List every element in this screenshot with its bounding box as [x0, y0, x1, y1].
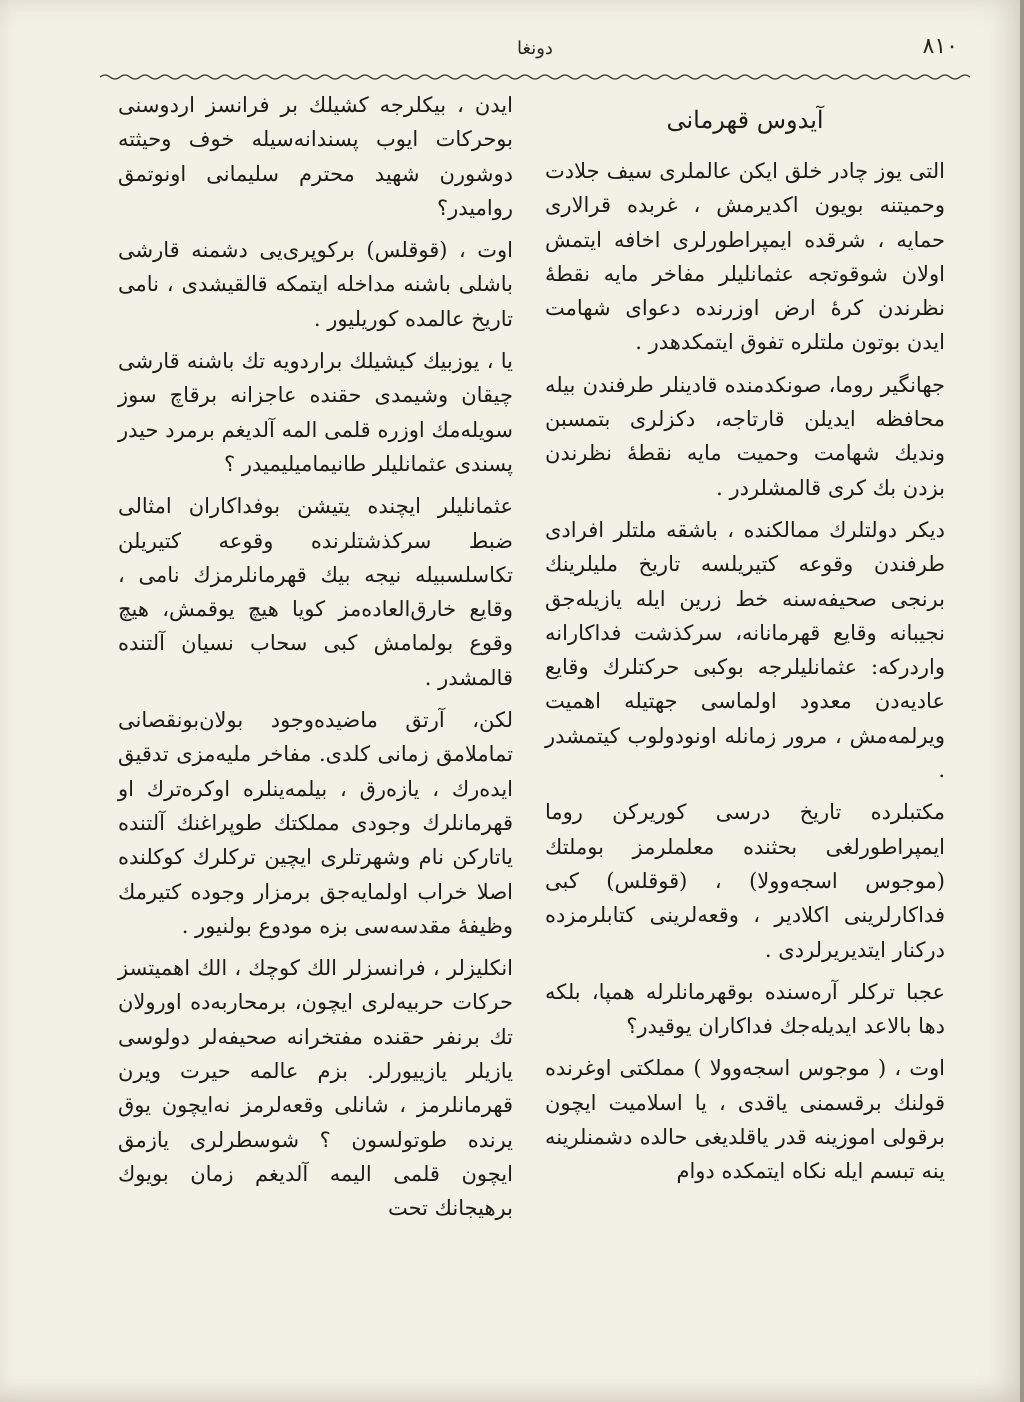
paragraph-8: [118, 233, 513, 336]
paragraph-text: عجبا ترکلر آره‌سنده بوقهرمانلرله همپا، بلکه دها بالاعد ایدیله‌جك فداکاران یوقیدر؟: [545, 979, 945, 1039]
paragraph-text: لکن، آرتق ماضیده‌وجود بولان‌بونقصانی تماملامق زمانی کلدی. مفاخر ملیه‌مزی تدقیق ایده‌رك ، یازه‌رق ، بیلمه‌ینلره اوکره‌ترك او قهرمانلرك وجودی مملکتك طوپراغنك آلتنده یاتارکن نام وشهرتلری ایچین ترکلرك کوکلنده اصلا خراب اولمایه‌جق برمزار وجوده کتیرمك وظیفهٔ مقدسه‌سی بزه مودوع بولنیور .: [118, 708, 513, 938]
paragraph-text: مکتبلرده تاریخ درسی کوریرکن روما ایمپراطورلغی بحثنده معلملرمز بوملتك (موجوس اسجه‌وولا) ، (قوقلس) کبی فداکارلرینی اکلادیر ، وقعه‌لرینی کتابلرمزده درکنار ایتدیریرلردی .: [545, 800, 945, 962]
paragraph-text: عثمانلیلر ایچنده یتیشن بوفداکاران امثالی ضبط سرکذشتلرنده وقوعه کتیریلن تکاسلسبیله نیجه بیك قهرمانلرمزك نامی ، وقایع خارق‌العاده‌مز کویا هیچ یوقمش، هیچ وقوع بولمامش کبی سحاب نسیان آلتنده قالمشدر .: [118, 494, 513, 690]
paragraph-4: [545, 795, 945, 966]
page-number: ٨١٠: [922, 34, 958, 59]
paragraph-text: التی یوز چادر خلق ایکن عالملری سیف جلادت وحمیتنه بویون اکدیرمش ، غربده قرالاری حمایه ، شرقده ایمپراطورلری اخافه ایتمش اولان شوقوتجه عثمانلیلر مفاخر مایه نقطهٔ نظرندن کرهٔ ارض اوزرنده دعوای شهامت ایدن بوتون ملتلره تفوق ایتمکدهدر .: [545, 159, 945, 355]
paragraph-9: [118, 344, 513, 481]
page-edge: [1020, 0, 1024, 1402]
paragraph-1: [545, 154, 945, 360]
article-title: آیدوس قهرمانی: [666, 106, 824, 134]
paragraph-text: دیکر دولتلرك ممالکنده ، باشقه ملتلر افرادی طرفندن وقوعه کتیریلسه تاریخ ملیلرینك برنجی صحیفه‌سنه خط زرین ایله یازیله‌جق نجیبانه وقایع قهرمانانه، سرکذشت فداکارانه واردرکه: عثمانلیلرجه بوکبی حرکتلرك وقایع عادیه‌دن معدود اولماسی جهتیله اهمیت ویرلمه‌مش ، مرور زمانله اونودولوب کیتمشدر .: [545, 517, 945, 783]
left-column: [118, 88, 513, 1234]
paragraph-text: اوت ، (قوقلس) برکوپری‌یی دشمنه قارشی باشلی باشنه مداخله ایتمکه قالقیشدی ، نامی تاریخ عالمده کوریلیور .: [118, 238, 513, 331]
paragraph-7: [118, 88, 513, 225]
paragraph-11: [118, 703, 513, 943]
paragraph-2: [545, 368, 945, 505]
paragraph-10: [118, 489, 513, 695]
paragraph-text: ایدن ، بیکلرجه کشیلك بر فرانسز اردوسنی بوحرکات ایوب پسندانه‌سیله خوف وحیثته دوشورن شهید محترم سلیمانی اونوتمق روامیدر؟: [118, 93, 513, 220]
paragraph-text: انکلیزلر ، فرانسزلر الك کوچك ، الك اهمیتسز حرکات حربیه‌لری ایچون، برمحاربه‌ده اورولان تك برنفر حقنده مفتخرانه صحیفه‌لر دولوسی یازیلر یازییورلر. بزم عالمه حیرت ویرن قهرمانلرمز ، شانلی وقعه‌لرمز نه‌ایچون یوق یرنده طوتولسون ؟ شوسطرلری یازمق ایچون قلمی الیمه آلدیغم زمان بویوك برهیجانك تحت: [118, 956, 513, 1221]
page-header: [90, 34, 980, 68]
running-head: دونغا: [517, 38, 553, 59]
right-column: [545, 100, 945, 1197]
paragraph-text: جهانگیر روما، صونکدمنده قادینلر طرفندن بیله محافظه ایدیلن قارتاجه، دکزلری بتمسبن وندیك شهامت وحمیت مایه نقطهٔ نظرندن بزدن بك کری قالمشلردر .: [545, 372, 945, 500]
paragraph-6: [545, 1051, 945, 1188]
paragraph-text: اوت ، ( موجوس اسجه‌وولا ) مملکتی اوغرنده قولنك برقسمنی یاقدی ، یا اسلامیت ایچون برقولی اموزینه قدر یاقلدیغی حالده دشمنلرینه ینه تبسم ایله نکاه ایتمکده دوام: [545, 1056, 945, 1184]
paragraph-3: [545, 513, 945, 787]
paragraph-12: [118, 951, 513, 1225]
header-rule: [100, 72, 970, 82]
paragraph-text: یا ، یوزبیك کیشیلك براردویه تك باشنه قارشی چیقان وشیمدی حقنده عاجزانه برقاچ سوز سویله‌مك اوزره قلمی المه آلدیغم برمرد حیدر پسندی عثمانلیلر طانیمامیلیمیدر ؟: [118, 349, 513, 476]
paragraph-5: [545, 975, 945, 1044]
